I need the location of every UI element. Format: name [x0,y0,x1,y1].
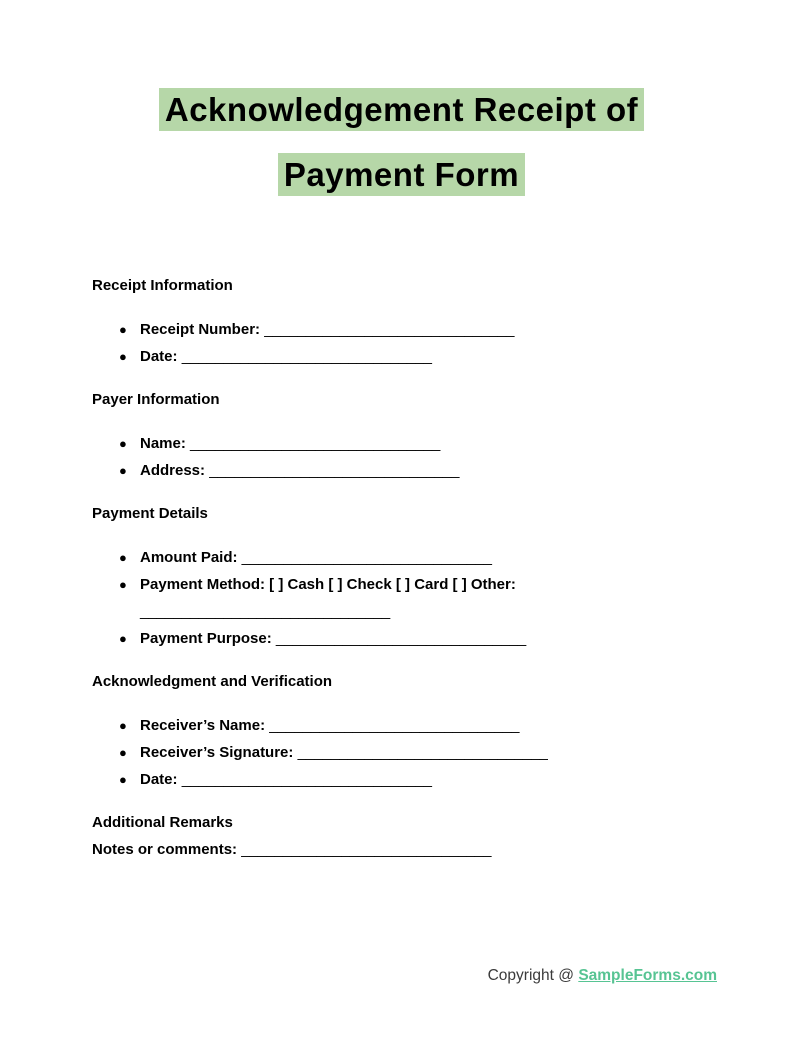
field-label-address: Address: [140,462,206,479]
field-label-name: Name: [140,435,186,452]
payer-information-field-list [92,430,711,484]
document-content [92,77,711,863]
field-label-payment-method: Payment Method: [ ] Cash [ ] Check [ ] Card [ ] Other: [140,576,516,593]
section-additional-remarks [92,809,711,863]
field-payment-method [140,571,711,625]
acknowledgment-verification-field-list [92,712,711,793]
field-label-receipt-number: Receipt Number: [140,321,261,338]
field-label-receivers-signature: Receiver’s Signature: [140,744,294,761]
section-heading-additional-remarks: Additional Remarks [92,814,233,831]
section-receipt-information [92,272,711,370]
section-heading-acknowledgment-verification: Acknowledgment and Verification [92,673,333,690]
section-payer-information [92,386,711,484]
field-address [140,457,711,484]
field-blank-receivers-signature: ______________________________ [297,744,548,761]
field-name [140,430,711,457]
section-heading-payment-details: Payment Details [92,505,208,522]
field-blank-payment-method: ______________________________ [140,603,391,620]
section-heading-payer-information: Payer Information [92,391,220,408]
field-blank-receivers-name: ______________________________ [269,717,520,734]
field-receipt-number [140,316,711,343]
field-blank-amount-paid: ______________________________ [241,549,492,566]
field-notes-or-comments [92,836,711,863]
field-blank-date: ______________________________ [181,348,432,365]
document-title-line-1 [92,77,711,142]
payment-details-field-list [92,544,711,652]
field-label-notes-or-comments: Notes or comments: [92,841,238,858]
field-amount-paid [140,544,711,571]
field-label-ack-date: Date: [140,771,178,788]
sampleforms-link[interactable]: SampleForms.com [578,967,717,984]
section-payment-details [92,500,711,652]
field-label-date: Date: [140,348,178,365]
field-payment-purpose [140,625,711,652]
receipt-information-field-list [92,316,711,370]
field-blank-address: ______________________________ [209,462,460,479]
field-blank-receipt-number: ______________________________ [264,321,515,338]
field-blank-name: ______________________________ [190,435,441,452]
field-receivers-name [140,712,711,739]
section-acknowledgment-verification [92,668,711,793]
field-label-receivers-name: Receiver’s Name: [140,717,266,734]
section-heading-receipt-information: Receipt Information [92,277,233,294]
field-blank-notes-or-comments: ______________________________ [241,841,492,858]
title-highlight-line-2: Payment Form [278,153,525,196]
field-blank-payment-purpose: ______________________________ [275,630,527,647]
field-label-payment-purpose: Payment Purpose: [140,630,272,647]
field-blank-ack-date: ______________________________ [181,771,432,788]
field-label-amount-paid: Amount Paid: [140,549,238,566]
footer [488,967,717,985]
title-highlight-line-1: Acknowledgement Receipt of [159,88,644,131]
field-receivers-signature [140,739,711,766]
field-date [140,343,711,370]
field-ack-date [140,766,711,793]
copyright-text: Copyright @ [487,967,574,984]
document-title [92,77,711,207]
document-title-line-2 [92,142,711,207]
